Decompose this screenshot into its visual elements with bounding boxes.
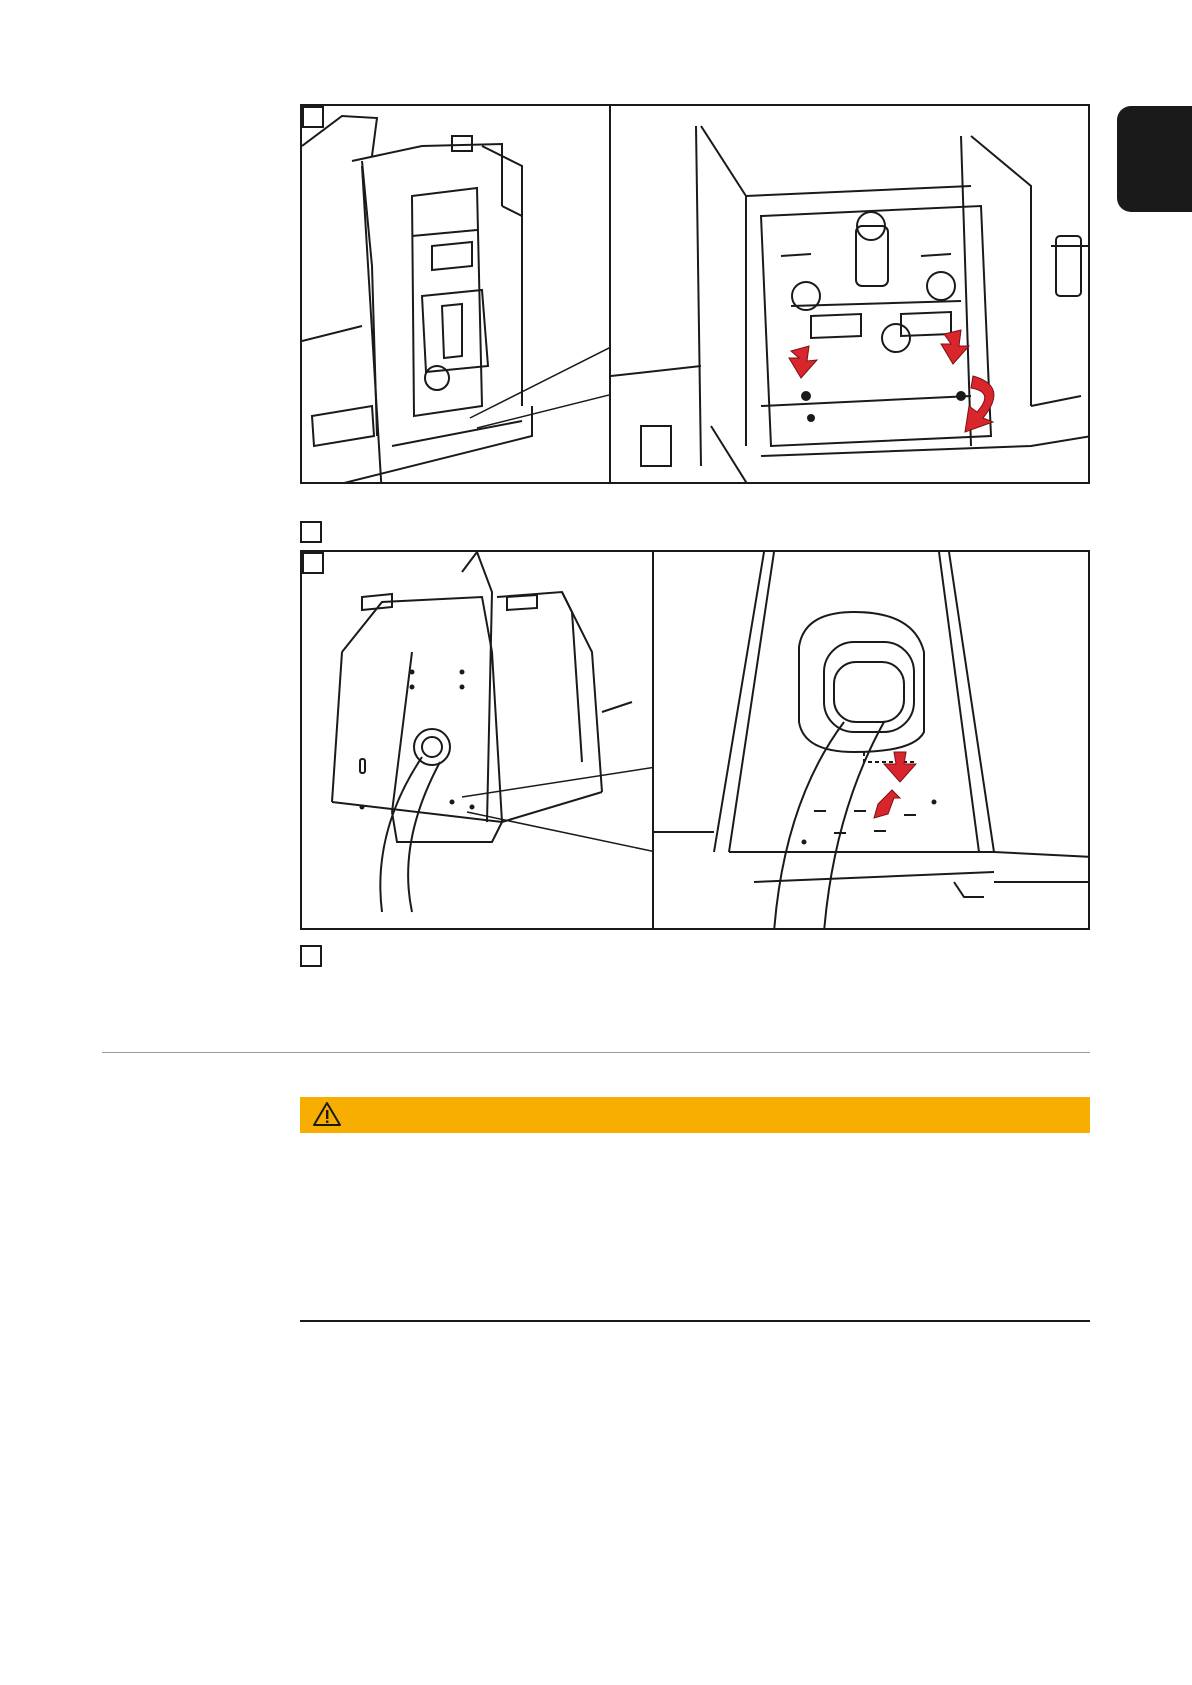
step-1-box <box>302 106 324 128</box>
warning-end-rule <box>300 1320 1090 1322</box>
drive-unit-detail-illustration <box>611 106 1090 484</box>
section-divider <box>102 1052 1090 1053</box>
chapter-side-tab <box>1117 106 1192 212</box>
warning-triangle-icon <box>312 1101 342 1127</box>
hose-connector-detail-illustration <box>654 552 1090 930</box>
step-2-box <box>300 521 322 543</box>
figure-hose-connector-detail <box>652 550 1090 930</box>
step-3-box <box>302 552 324 574</box>
figure-drive-unit-detail <box>609 104 1090 484</box>
drive-unit-overview-illustration <box>302 106 611 484</box>
warning-banner <box>300 1097 1090 1133</box>
figure-drive-unit-overview <box>300 104 611 484</box>
figure-hose-connector-overview <box>300 550 654 930</box>
step-4-box <box>300 945 322 967</box>
hose-connector-overview-illustration <box>302 552 654 930</box>
